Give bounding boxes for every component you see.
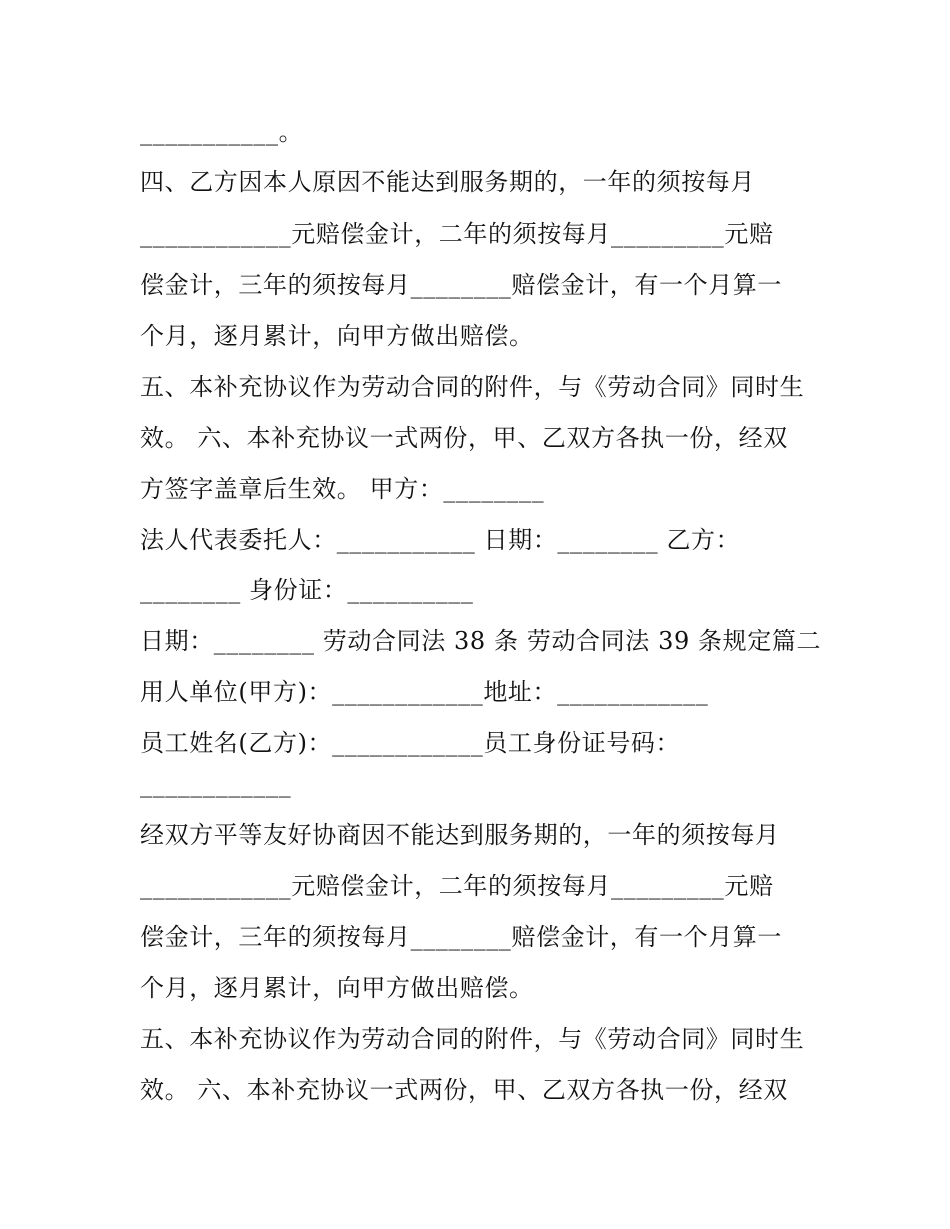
text-line: 五、本补充协议作为劳动合同的附件，与《劳动合同》同时生: [140, 373, 805, 401]
text-line: ____________元赔偿金计，二年的须按每月_________元赔: [140, 872, 774, 900]
text-line: ____________: [140, 770, 292, 798]
text-line: 偿金计，三年的须按每月________赔偿金计，有一个月算一: [140, 271, 782, 299]
text-line: 效。 六、本补充协议一式两份，甲、乙双方各执一份，经双: [140, 1076, 788, 1104]
text-line: ___________。: [140, 118, 304, 146]
text-line: 偿金计，三年的须按每月________赔偿金计，有一个月算一: [140, 923, 782, 951]
text-line: 四、乙方因本人原因不能达到服务期的，一年的须按每月: [140, 168, 755, 196]
text-line: 员工姓名(乙方)：____________员工身份证号码：: [140, 729, 681, 757]
text-line: 用人单位(甲方)：____________地址：____________: [140, 678, 709, 706]
text-line: 法人代表委托人：___________ 日期：________ 乙方：: [140, 526, 741, 554]
text-line: 五、本补充协议作为劳动合同的附件，与《劳动合同》同时生: [140, 1025, 805, 1053]
text-line: 个月，逐月累计，向甲方做出赔偿。: [140, 322, 534, 350]
text-line: ____________元赔偿金计，二年的须按每月_________元赔: [140, 220, 774, 248]
text-line: 个月，逐月累计，向甲方做出赔偿。: [140, 974, 534, 1002]
text-line: 经双方平等友好协商因不能达到服务期的，一年的须按每月: [140, 821, 780, 849]
text-line: ________ 身份证：__________: [140, 576, 474, 604]
text-line: 方签字盖章后生效。 甲方：________: [140, 475, 545, 503]
text-line: 效。 六、本补充协议一式两份，甲、乙双方各执一份，经双: [140, 424, 788, 452]
text-line: 日期：________ 劳动合同法 38 条 劳动合同法 39 条规定篇二: [140, 627, 822, 655]
